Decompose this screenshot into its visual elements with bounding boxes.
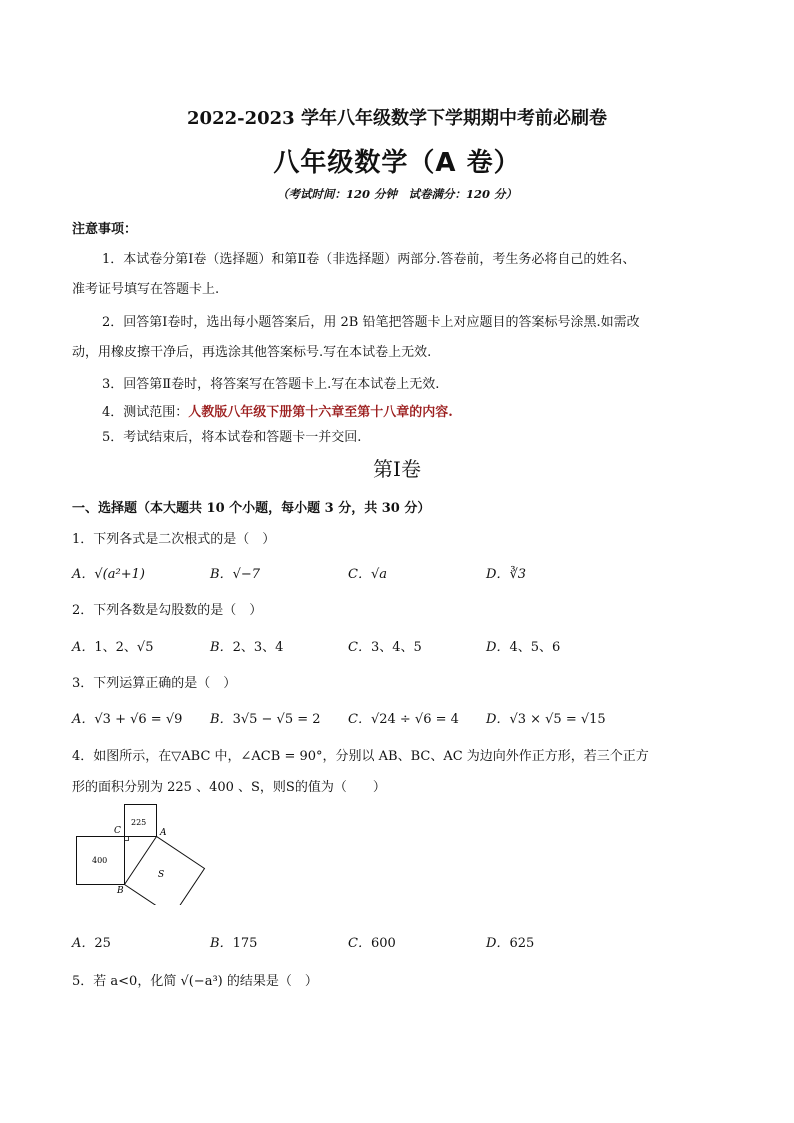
vertex-c: C [114, 826, 121, 836]
question-4-stem-line-1: 4．如图所示，在▽ABC 中，∠ACB = 90°，分别以 AB、BC、AC 为边向外作正方形，若三个正方 [72, 749, 649, 764]
label-s: S [158, 870, 165, 880]
note-2-line-2: 动，用橡皮擦干净后，再选涂其他答案标号.写在本试卷上无效. [72, 345, 432, 360]
question-1-option-b: B．√−7 [210, 567, 261, 582]
exam-info: （考试时间：120 分钟 试卷满分：120 分） [276, 187, 517, 201]
note-2-line-1: 2．回答第Ⅰ卷时，选出每小题答案后，用 2B 铅笔把答题卡上对应题目的答案标号涂黑.如需改 [102, 315, 640, 330]
question-4-option-b: B．175 [210, 936, 258, 951]
question-5-stem: 5．若 a<0，化简 √(−a³) 的结果是（ ） [72, 974, 318, 989]
note-3: 3．回答第Ⅱ卷时，将答案写在答题卡上.写在本试卷上无效. [102, 377, 440, 392]
notes-heading: 注意事项： [72, 222, 138, 237]
note-5: 5．考试结束后，将本试卷和答题卡一并交回. [102, 430, 362, 445]
label-225: 225 [131, 818, 147, 827]
note-4 [102, 401, 453, 420]
exam-subtitle: 八年级数学（A 卷） [273, 148, 521, 178]
exam-title: 2022-2023 学年八年级数学下学期期中考前必刷卷 [187, 108, 607, 129]
square-s [125, 837, 205, 906]
question-2-stem: 2．下列各数是勾股数的是（ ） [72, 603, 263, 618]
part-heading: 一、选择题（本大题共 10 个小题，每小题 3 分，共 30 分） [72, 501, 431, 516]
question-3-option-c: C．√24 ÷ √6 = 4 [348, 712, 459, 727]
question-1-option-a: A．√(a²+1) [72, 567, 145, 582]
section-title: 第Ⅰ卷 [373, 457, 421, 481]
question-1-option-d: D．∛3 [486, 567, 526, 582]
question-4-option-c: C．600 [348, 936, 396, 951]
question-4-figure [70, 800, 215, 905]
note-4-prefix: 4．测试范围： [102, 405, 189, 420]
right-angle-mark [125, 837, 129, 841]
note-4-scope: 人教版八年级下册第十六章至第十八章的内容. [188, 405, 453, 420]
question-4-stem-line-2: 形的面积分别为 225 、400 、S，则S的值为（ ） [72, 780, 386, 795]
vertex-b: B [117, 886, 124, 896]
question-2-option-c: C．3、4、5 [348, 640, 422, 655]
question-1-stem: 1．下列各式是二次根式的是（ ） [72, 532, 276, 547]
note-1-line-2: 准考证号填写在答题卡上. [72, 282, 220, 297]
question-2-option-d: D．4、5、6 [486, 640, 561, 655]
question-4-option-a: A．25 [72, 936, 111, 951]
question-4-option-d: D．625 [486, 936, 535, 951]
question-3-option-a: A．√3 + √6 = √9 [72, 712, 183, 727]
question-1-option-c: C．√a [348, 567, 387, 582]
label-400: 400 [92, 856, 108, 865]
question-2-option-b: B．2、3、4 [210, 640, 284, 655]
vertex-a: A [160, 828, 167, 838]
question-3-stem: 3．下列运算正确的是（ ） [72, 676, 237, 691]
question-3-option-d: D．√3 × √5 = √15 [486, 712, 606, 727]
question-3-option-b: B．3√5 − √5 = 2 [210, 712, 321, 727]
note-1-line-1: 1．本试卷分第Ⅰ卷（选择题）和第Ⅱ卷（非选择题）两部分.答卷前，考生务必将自己的姓名、 [102, 252, 636, 267]
question-2-option-a: A．1、2、√5 [72, 640, 154, 655]
